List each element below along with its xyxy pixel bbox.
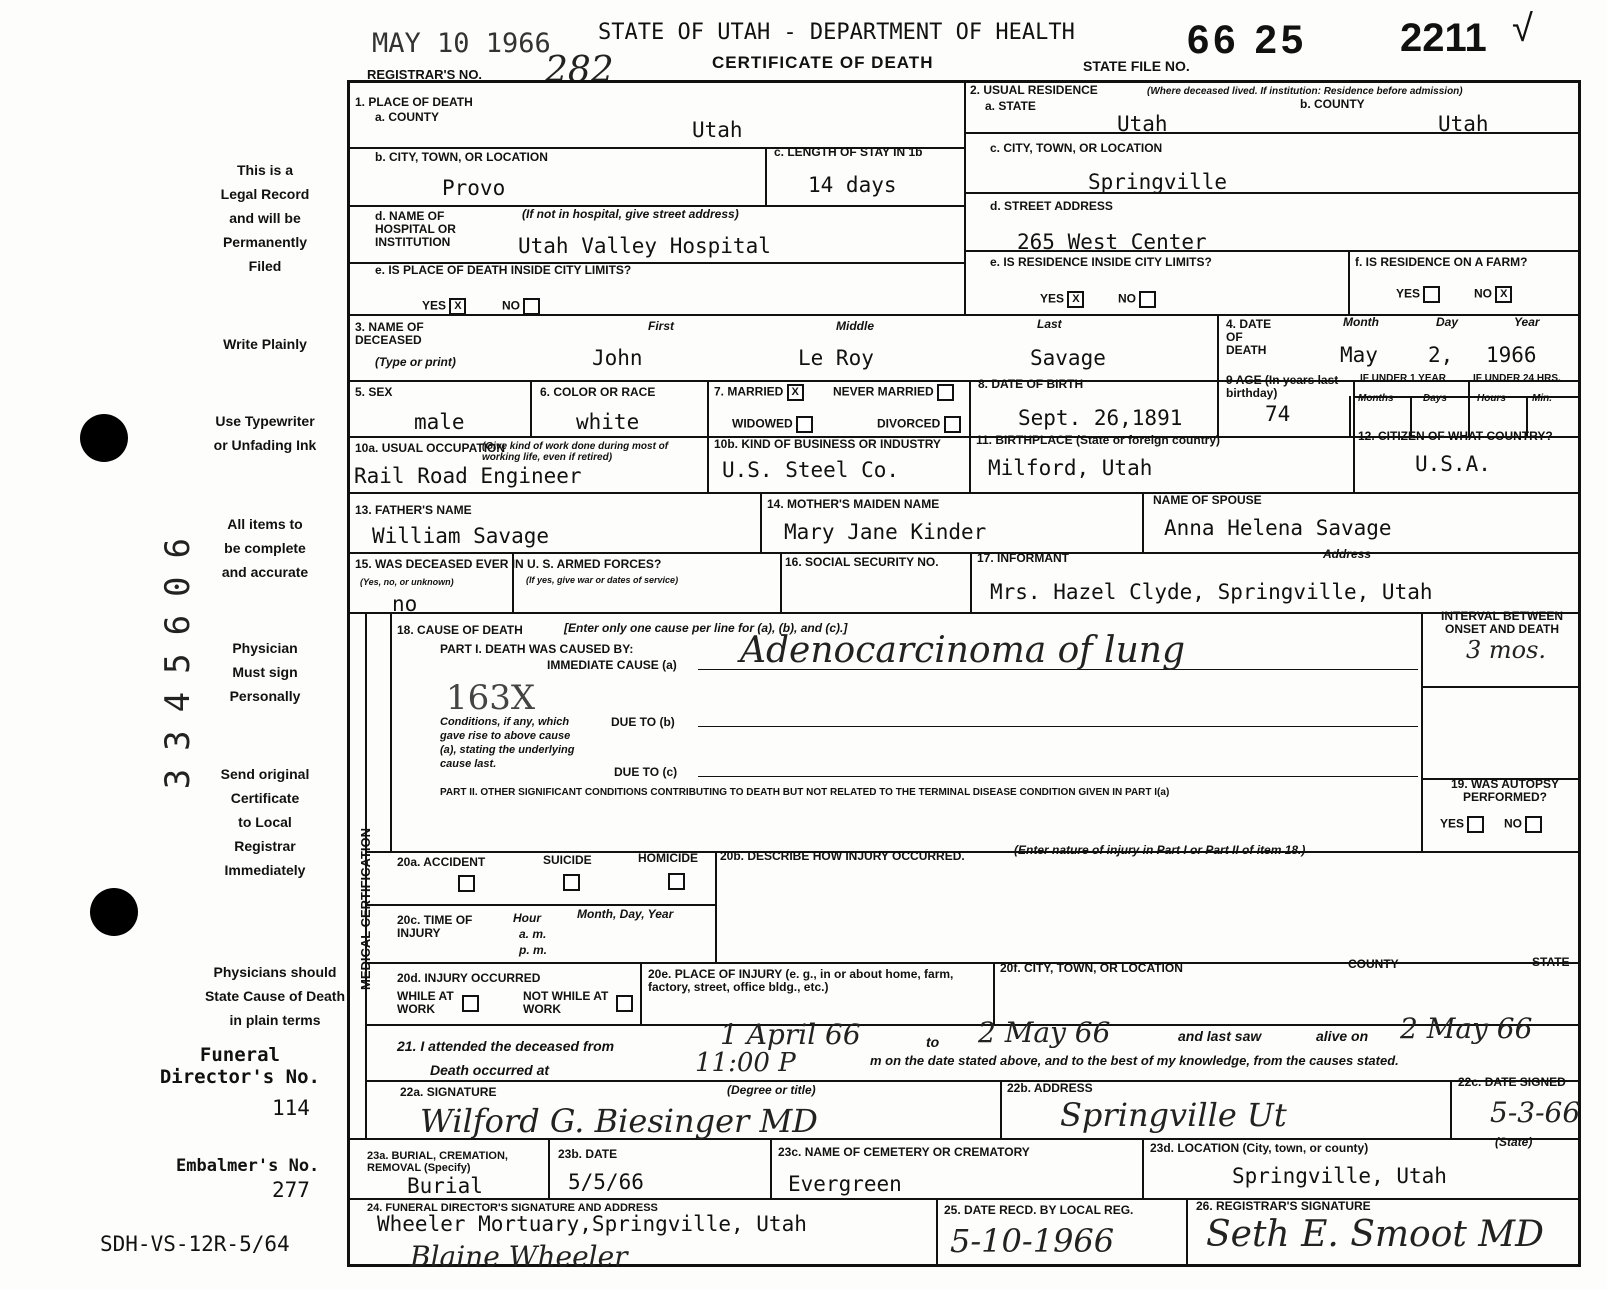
form-number: SDH-VS-12R-5/64 — [100, 1232, 290, 1256]
label-am: a. m. — [519, 927, 547, 941]
label-months: Months — [1358, 393, 1394, 404]
label-death-city: b. CITY, TOWN, OR LOCATION — [375, 150, 548, 164]
label-signature: 22a. SIGNATURE — [400, 1085, 497, 1099]
label-armed-note2: (If yes, give war or dates of service) — [526, 575, 679, 585]
value-funeral-signature: Blaine Wheeler — [410, 1240, 628, 1273]
label-usual-residence: 2. USUAL RESIDENCE — [970, 83, 1098, 97]
certificate-title: CERTIFICATE OF DEATH — [712, 53, 934, 72]
embalmer-no: 277 — [272, 1178, 310, 1202]
value-death-county: Utah — [692, 118, 743, 142]
label-length-of-stay: c. LENGTH OF STAY IN 1b — [774, 145, 923, 159]
value-father: William Savage — [372, 524, 550, 548]
label-interval: INTERVAL BETWEEN ONSET AND DEATH — [1440, 609, 1563, 636]
value-code: 163X — [446, 678, 536, 718]
label-informant: 17. INFORMANT — [977, 551, 1070, 565]
label-due-to-c: DUE TO (c) — [614, 765, 678, 779]
sidebar-typewriter: Use Typewriter or Unfading Ink — [213, 413, 317, 453]
label-middle: Middle — [836, 319, 874, 333]
label-injury-occurred: 20d. INJURY OCCURRED — [397, 971, 541, 985]
checkbox-farm-no[interactable]: NO X — [1474, 286, 1512, 303]
value-occupation: Rail Road Engineer — [354, 464, 582, 488]
label-days: Days — [1423, 393, 1447, 404]
check-mark: √ — [1512, 8, 1533, 50]
label-injury-state: STATE — [1532, 955, 1570, 969]
value-attended-to: 2 May 66 — [978, 1016, 1111, 1049]
checkbox-autopsy-yes[interactable]: YES — [1440, 816, 1484, 833]
label-attended: 21. I attended the deceased from — [397, 1038, 615, 1054]
label-informant-address: Address — [1323, 547, 1372, 561]
label-accident: 20a. ACCIDENT — [397, 855, 486, 869]
label-burial-date: 23b. DATE — [558, 1147, 618, 1161]
value-res-county: Utah — [1438, 112, 1489, 136]
label-cause-note: [Enter only one cause per line for (a), (b), and (c).] — [564, 621, 848, 635]
label-registrar-signature: 26. REGISTRAR'S SIGNATURE — [1196, 1199, 1371, 1213]
value-disposition: Burial — [407, 1174, 483, 1198]
label-part1: PART I. DEATH WAS CAUSED BY: — [440, 642, 634, 656]
label-degree: (Degree or title) — [727, 1083, 816, 1097]
value-phys-address: Springville Ut — [1060, 1096, 1287, 1134]
value-race: white — [576, 410, 640, 434]
checkbox-divorced[interactable]: DIVORCED — [877, 416, 961, 433]
label-spouse: NAME OF SPOUSE — [1153, 493, 1262, 507]
value-armed-forces: no — [392, 592, 418, 616]
registrar-no: 282 — [545, 50, 614, 91]
checkbox-widowed[interactable]: WIDOWED — [732, 416, 813, 433]
value-physician-signature: Wilford G. Biesinger MD — [420, 1102, 818, 1140]
label-cause-of-death: 18. CAUSE OF DEATH — [397, 623, 523, 637]
label-hours: Hours — [1477, 393, 1506, 404]
form-title: STATE OF UTAH - DEPARTMENT OF HEALTH — [598, 20, 1075, 45]
label-social-security: 16. SOCIAL SECURITY NO. — [785, 555, 939, 569]
value-mother: Mary Jane Kinder — [784, 520, 987, 544]
label-disposition: 23a. BURIAL, CREMATION, REMOVAL (Specify) — [367, 1150, 508, 1174]
value-res-state: Utah — [1117, 112, 1168, 136]
checkbox-not-while-at-work[interactable]: NOT WHILE AT WORK — [523, 990, 633, 1016]
label-immediate-cause: IMMEDIATE CAUSE (a) — [547, 658, 677, 672]
punch-hole-top — [80, 414, 128, 462]
sidebar-complete: All items to be complete and accurate — [221, 516, 309, 580]
sidebar-funeral-label: Funeral Director's No. — [159, 1044, 320, 1088]
label-last-saw: and last saw — [1178, 1028, 1262, 1044]
label-res-state: a. STATE — [985, 99, 1036, 113]
value-cause-a: Adenocarcinoma of lung — [740, 630, 1185, 671]
sidebar-physician: Physician Must sign Personally — [229, 640, 301, 704]
label-date-received: 25. DATE RECD. BY LOCAL REG. — [944, 1203, 1134, 1217]
label-date-signed: 22c. DATE SIGNED — [1458, 1075, 1566, 1089]
value-sex: male — [414, 410, 465, 434]
label-hour: Hour — [513, 911, 541, 925]
label-race: 6. COLOR OR RACE — [540, 385, 656, 399]
label-last: Last — [1037, 317, 1062, 331]
checkbox-death-city-yes[interactable]: YES X — [422, 298, 466, 315]
label-funeral-director: 24. FUNERAL DIRECTOR'S SIGNATURE AND ADDRESS — [367, 1202, 658, 1214]
label-time-of-injury: 20c. TIME OF INJURY — [397, 913, 473, 940]
label-death-occurred: Death occurred at — [430, 1062, 550, 1078]
label-place-of-injury: 20e. PLACE OF INJURY (e. g., in or about home, farm, factory, street, office bldg., etc.) — [648, 967, 954, 994]
label-inside-city-limits: e. IS PLACE OF DEATH INSIDE CITY LIMITS? — [375, 263, 632, 277]
value-first-name: John — [592, 346, 643, 370]
value-res-street: 265 West Center — [1017, 230, 1207, 254]
value-hospital: Utah Valley Hospital — [518, 234, 771, 258]
value-age: 74 — [1265, 402, 1291, 426]
value-death-city: Provo — [442, 176, 506, 200]
label-date-of-death: 4. DATE OF DEATH — [1226, 317, 1272, 357]
label-res-inside-limits: e. IS RESIDENCE INSIDE CITY LIMITS? — [990, 255, 1212, 269]
value-registrar-signature: Seth E. Smoot MD — [1206, 1214, 1545, 1255]
label-homicide: HOMICIDE — [638, 851, 698, 865]
sidebar-legal: This is a Legal Record and will be Permanently Filed — [220, 162, 310, 274]
label-occupation-note: (Give kind of work done during most of working life, even if retired) — [482, 441, 669, 463]
value-res-city: Springville — [1088, 170, 1228, 194]
value-length-of-stay: 14 days — [808, 173, 897, 197]
label-alive-on: alive on — [1316, 1028, 1369, 1044]
value-date-received: 5-10-1966 — [950, 1222, 1115, 1260]
checkbox-res-city-no[interactable]: NO — [1118, 291, 1156, 308]
value-burial-location: Springville, Utah — [1232, 1164, 1447, 1188]
funeral-director-no: 114 — [272, 1096, 310, 1120]
label-under-24-hrs: IF UNDER 24 HRS. — [1473, 373, 1561, 384]
label-medical-certification: MEDICAL CERTIFICATION — [358, 827, 373, 990]
value-death-month: May — [1340, 343, 1378, 367]
registrar-no-label: REGISTRAR'S NO. — [367, 67, 483, 82]
label-citizen: 12. CITIZEN OF WHAT COUNTRY? — [1358, 429, 1553, 443]
label-stated: m on the date stated above, and to the best of my knowledge, from the causes stated. — [870, 1053, 1399, 1068]
label-part2: PART II. OTHER SIGNIFICANT CONDITIONS CONTRIBUTING TO DEATH BUT NOT RELATED TO THE TERMINAL DISEASE CONDITION GIVEN IN PART I(a) — [440, 787, 1170, 798]
label-cemetery: 23c. NAME OF CEMETERY OR CREMATORY — [778, 1145, 1030, 1159]
label-pm: p. m. — [519, 943, 548, 957]
value-death-time: 11:00 P — [695, 1048, 796, 1078]
label-residence-note: (Where deceased lived. If institution: Residence before admission) — [1147, 86, 1463, 97]
label-under-1-year: IF UNDER 1 YEAR — [1360, 373, 1446, 384]
value-birthplace: Milford, Utah — [988, 456, 1153, 480]
value-cemetery: Evergreen — [788, 1172, 902, 1196]
label-autopsy: 19. WAS AUTOPSY PERFORMED? — [1450, 777, 1560, 804]
checkbox-res-city-yes[interactable]: YES X — [1040, 291, 1084, 308]
value-spouse: Anna Helena Savage — [1164, 516, 1392, 540]
value-funeral-director: Wheeler Mortuary,Springville, Utah — [377, 1212, 807, 1236]
label-name-deceased: 3. NAME OF DECEASED — [355, 320, 424, 347]
label-month-day-year: Month, Day, Year — [577, 907, 674, 921]
label-res-city: c. CITY, TOWN, OR LOCATION — [990, 141, 1163, 155]
label-hospital-note: (If not in hospital, give street address) — [522, 207, 739, 221]
label-father: 13. FATHER'S NAME — [355, 503, 472, 517]
label-burial-location: 23d. LOCATION (City, town, or county) — [1150, 1141, 1369, 1155]
value-burial-date: 5/5/66 — [568, 1170, 644, 1194]
label-hospital: d. NAME OF HOSPITAL OR INSTITUTION — [375, 209, 456, 249]
label-due-to-b: DUE TO (b) — [611, 715, 675, 729]
label-min: Min. — [1532, 393, 1552, 404]
label-birth-date: 8. DATE OF BIRTH — [978, 377, 1084, 391]
label-injury-city: 20f. CITY, TOWN, OR LOCATION — [1000, 961, 1183, 975]
checkbox-death-city-no[interactable]: NO — [502, 298, 540, 315]
label-armed-forces: 15. WAS DECEASED EVER IN U. S. ARMED FORCES? — [355, 557, 662, 571]
value-death-day: 2, — [1428, 343, 1454, 367]
label-res-street: d. STREET ADDRESS — [990, 199, 1113, 213]
value-industry: U.S. Steel Co. — [722, 458, 900, 482]
label-res-county: b. COUNTY — [1300, 97, 1365, 111]
label-suicide: SUICIDE — [543, 853, 592, 867]
value-attended-from: 1 April 66 — [720, 1018, 861, 1051]
value-citizen: U.S.A. — [1415, 452, 1491, 476]
file-no-stamp: 66 25 — [1187, 18, 1308, 62]
embalmer-label: Embalmer's No. — [176, 1156, 320, 1176]
value-informant: Mrs. Hazel Clyde, Springville, Utah — [990, 580, 1433, 604]
checkbox-married[interactable]: 7. MARRIED X — [714, 384, 804, 401]
label-day: Day — [1436, 315, 1459, 329]
label-armed-note1: (Yes, no, or unknown) — [360, 577, 454, 587]
date-stamp: MAY 10 1966 — [372, 28, 551, 59]
value-interval-a: 3 mos. — [1466, 636, 1547, 664]
value-alive-on: 2 May 66 — [1400, 1012, 1533, 1045]
label-farm: f. IS RESIDENCE ON A FARM? — [1355, 255, 1528, 269]
label-birthplace: 11. BIRTHPLACE (State or foreign country) — [976, 433, 1221, 447]
file-no-written: 2211 — [1400, 16, 1487, 60]
label-death-county: a. COUNTY — [375, 110, 440, 124]
value-middle-name: Le Roy — [798, 346, 874, 370]
label-injury-note: (Enter nature of injury in Part I or Part II of item 18.) — [1014, 843, 1306, 857]
value-last-name: Savage — [1030, 346, 1106, 370]
sidebar-send: Send original Certificate to Local Registrar Immediately — [220, 766, 310, 878]
label-conditions: Conditions, if any, which gave rise to above cause (a), stating the underlying cause last. — [440, 716, 575, 770]
label-industry: 10b. KIND OF BUSINESS OR INDUSTRY — [714, 437, 941, 451]
label-name-note: (Type or print) — [375, 355, 456, 369]
sidebar-write-plainly: Write Plainly — [223, 336, 307, 352]
checkbox-farm-yes[interactable]: YES — [1396, 286, 1440, 303]
checkbox-autopsy-no[interactable]: NO — [1504, 816, 1542, 833]
label-age: 9 AGE (In years last birthday) — [1226, 373, 1339, 400]
vertical-serial-number: 3345606 — [158, 520, 198, 790]
state-file-label: STATE FILE NO. — [1083, 58, 1190, 74]
checkbox-while-at-work[interactable]: WHILE AT WORK — [397, 990, 479, 1016]
value-date-signed: 5-3-66 — [1490, 1096, 1581, 1129]
label-to: to — [926, 1034, 940, 1050]
punch-hole-bottom — [90, 888, 138, 936]
label-injury-county: COUNTY — [1348, 957, 1399, 971]
value-death-year: 1966 — [1486, 343, 1537, 367]
label-mother: 14. MOTHER'S MAIDEN NAME — [767, 497, 940, 511]
label-place-of-death: 1. PLACE OF DEATH — [355, 95, 473, 109]
label-phys-address: 22b. ADDRESS — [1007, 1081, 1093, 1095]
checkbox-suicide[interactable] — [563, 874, 580, 891]
checkbox-homicide[interactable] — [668, 873, 685, 890]
sidebar-cause: Physicians should State Cause of Death in plain terms — [204, 964, 346, 1028]
label-injury-desc: 20b. DESCRIBE HOW INJURY OCCURRED. — [720, 849, 965, 863]
checkbox-accident[interactable] — [458, 875, 475, 892]
value-birth-date: Sept. 26,1891 — [1018, 406, 1183, 430]
label-occupation: 10a. USUAL OCCUPATION — [355, 441, 506, 455]
checkbox-never-married[interactable]: NEVER MARRIED — [833, 384, 954, 401]
label-year: Year — [1514, 315, 1540, 329]
label-state-paren: (State) — [1495, 1135, 1533, 1149]
label-month: Month — [1343, 315, 1379, 329]
label-first: First — [648, 319, 675, 333]
label-sex: 5. SEX — [355, 385, 393, 399]
